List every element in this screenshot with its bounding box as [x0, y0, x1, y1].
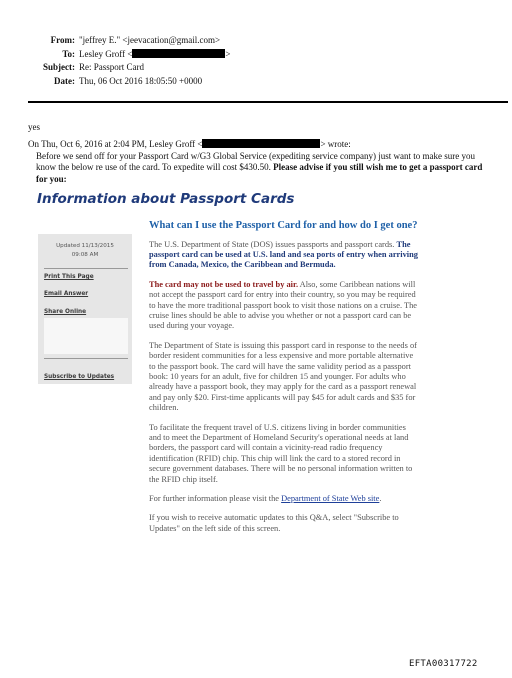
- paragraph-2: [149, 280, 419, 332]
- share-panel: [44, 318, 128, 354]
- p2-text: Also, some Caribbean nations will not accept the passport card for entry into their country, so you may be required to have the more traditional passport book to visit those nations on a cruise. The cruise lines should be able to advise you whether or not a passport card can be used during your voyage.: [149, 279, 418, 331]
- from-row: [0, 34, 300, 48]
- quote-intro-end: > wrote:: [320, 139, 351, 149]
- to-row: [0, 48, 300, 62]
- to-label: To:: [62, 48, 75, 59]
- sidebar-divider: [44, 268, 128, 269]
- paragraph-4: To facilitate the frequent travel of U.S. citizens living in border communities and to meet the Department of Homeland Security's operational needs at land borders, the passport card will contain a vicinity-read radio frequency identification (RFID) chip. This chip will link the card to a stored record in secure government databases. There will be no personal information written to the RFID chip itself.: [149, 422, 413, 484]
- p5-text: For further information please visit the: [149, 494, 282, 504]
- quote-body-text: Before we send off for your Passport Card w/G3 Global Service (expediting service company) just want to make sure you know the below re use of the card. To expedite will cost $430.50.: [36, 150, 475, 172]
- p5-end: .: [379, 494, 382, 504]
- share-online-link[interactable]: Share Online: [44, 309, 87, 315]
- email-header: [0, 34, 300, 88]
- header-divider: [28, 101, 508, 103]
- p1-text: The U.S. Department of State (DOS) issues passports and passport cards.: [149, 239, 397, 249]
- redaction-bar: [132, 49, 225, 58]
- quote-intro: [28, 139, 490, 151]
- paragraph-5: [149, 494, 419, 504]
- answer-content: [149, 221, 419, 543]
- reply-text: yes: [28, 122, 40, 132]
- date-label: Date:: [54, 75, 75, 86]
- updated-time: 09:08 AM: [71, 252, 99, 258]
- from-value: "jeffrey E." <jeevacation@gmail.com>: [79, 35, 221, 45]
- updated-date: Updated 11/13/2015: [56, 243, 114, 249]
- redaction-bar: [202, 139, 320, 148]
- page-title: Information about Passport Cards: [37, 191, 295, 207]
- sidebar: [38, 234, 132, 384]
- document-id: EFTA00317722: [409, 659, 478, 669]
- subject-row: [0, 61, 300, 75]
- paragraph-6: If you wish to receive automatic updates to this Q&A, select "Subscribe to Updates" on the left side of this screen.: [149, 513, 399, 533]
- paragraph-1: [149, 240, 419, 271]
- print-page-link[interactable]: Print This Page: [44, 274, 94, 280]
- paragraph-3: The Department of State is issuing this passport card in response to the needs of border resident communities for a less expensive and more portable alternative to the passport book. The card will have the same validity period as a passport book: 10 years for an adult, five for children 15 and younger. For adults who already have a passport book, they may apply for the card as a passport renewal and pay only $20. First-time applicants will pay $45 for adult cards and $35 for children.: [149, 340, 417, 413]
- from-label: From:: [50, 35, 75, 45]
- email-answer-link[interactable]: Email Answer: [44, 291, 89, 297]
- sidebar-divider: [44, 358, 128, 359]
- to-suffix: >: [225, 48, 231, 59]
- subscribe-link[interactable]: Subscribe to Updates: [44, 374, 115, 380]
- to-value: Lesley Groff <: [79, 48, 133, 59]
- p2-warning: The card may not be used to travel by air.: [149, 279, 299, 289]
- state-dept-link[interactable]: Department of State Web site: [281, 494, 380, 504]
- updated-stamp: [38, 234, 132, 260]
- quote-intro-text: On Thu, Oct 6, 2016 at 2:04 PM, Lesley Groff <: [28, 139, 203, 149]
- quote-body: [28, 151, 490, 186]
- p1-highlight: The passport card can be used at U.S. land and sea ports of entry when arriving from Canada, Mexico, the Caribbean and Bermuda.: [149, 239, 418, 270]
- quoted-message: [28, 139, 490, 185]
- quote-bold-text: Please advise if you still wish me to get a passport card for you:: [36, 162, 483, 184]
- question-heading: What can I use the Passport Card for and how do I get one?: [149, 220, 418, 231]
- date-value: Thu, 06 Oct 2016 18:05:50 +0000: [79, 75, 203, 86]
- subject-label: Subject:: [43, 62, 75, 72]
- date-row: [0, 75, 300, 89]
- subject-value: Re: Passport Card: [79, 62, 144, 72]
